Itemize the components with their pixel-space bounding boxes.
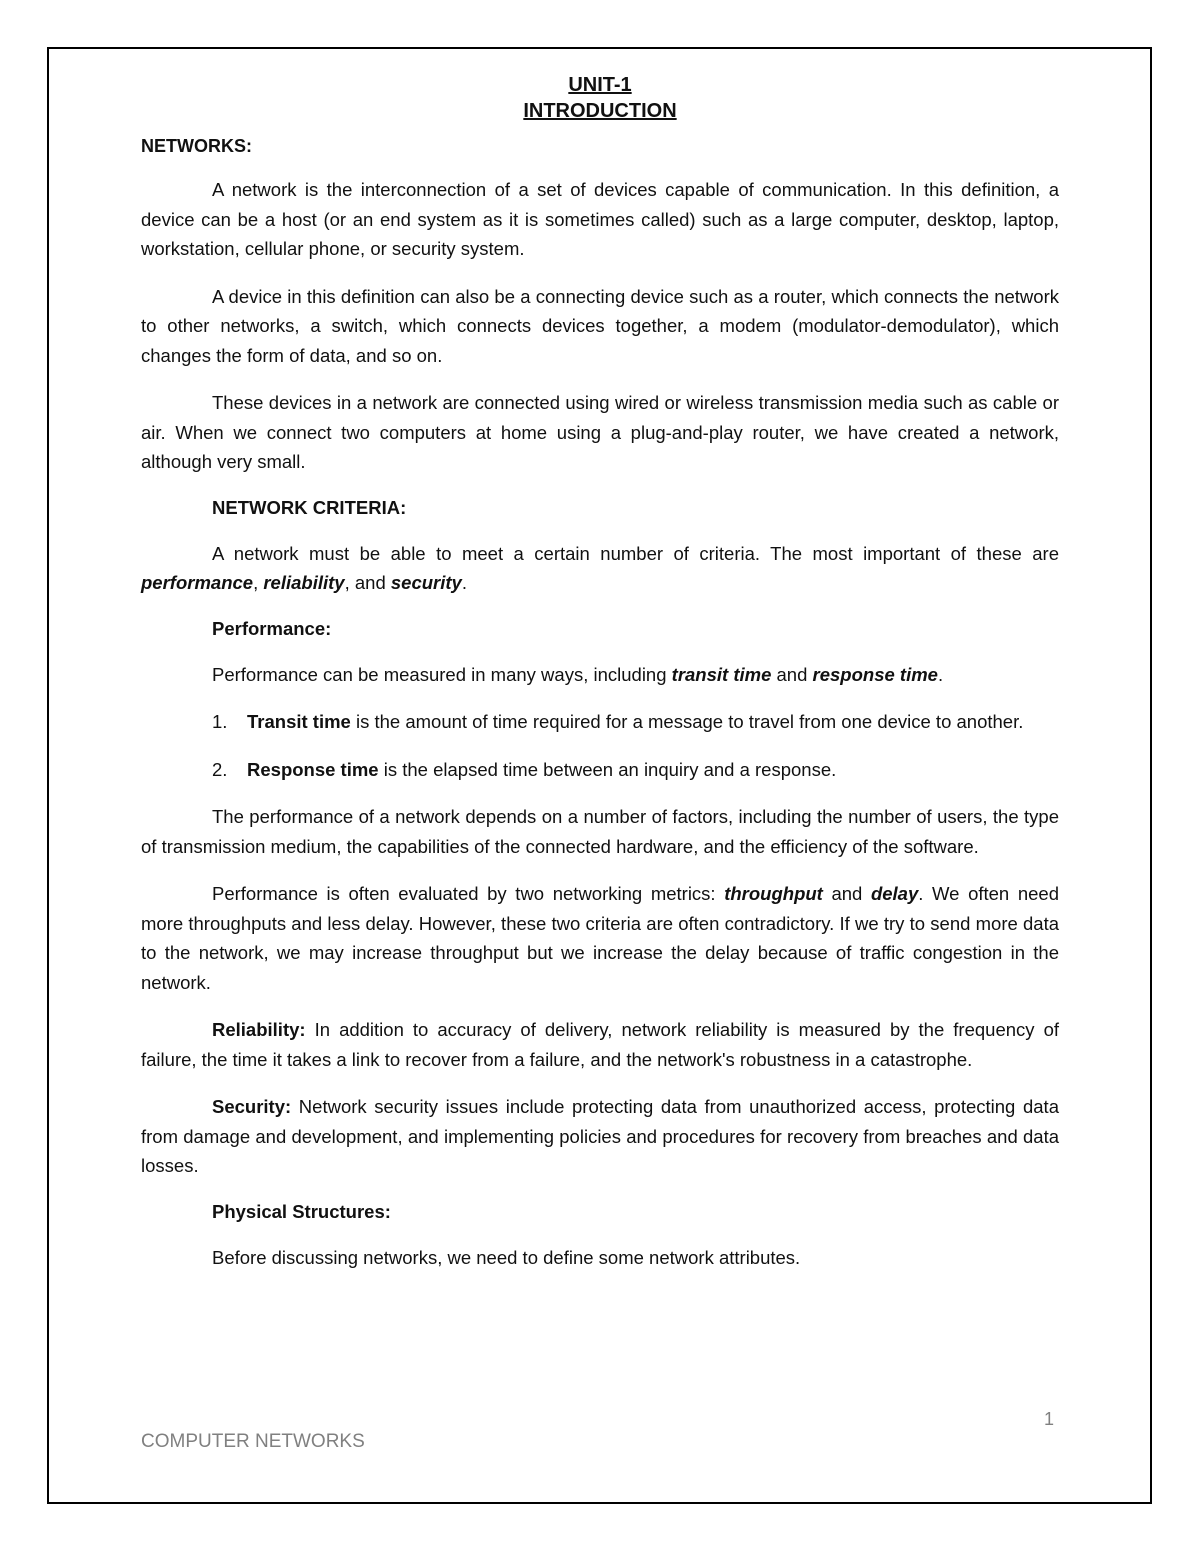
performance-intro xyxy=(141,660,1059,690)
physical-structures-paragraph: Before discussing networks, we need to define some network attributes. xyxy=(212,1246,801,1268)
list-term: Response time xyxy=(247,758,379,780)
list-number: 1. xyxy=(212,711,228,732)
criteria-end: . xyxy=(461,572,467,593)
performance-intro-end: . xyxy=(937,663,944,685)
metrics-text-end: . We often need more throughputs and less delay. However, these two criteria are often contradictory. If we try to send more data to the network, we may increase throughput but we increase the delay because of traffic congestion in the network. xyxy=(141,883,1059,993)
page-number: 1 xyxy=(1044,1409,1055,1429)
security-label: Security: xyxy=(212,1096,292,1117)
unit-title: UNIT-1 xyxy=(568,74,632,96)
networks-paragraph-1: A network is the interconnection of a set of devices capable of communication. In this definition, a device can be a host (or an end system as it is sometimes called) such as a large computer, desktop, laptop, workstation, cellular phone, or security system. xyxy=(141,179,1059,259)
networks-paragraph-2: A device in this definition can also be a connecting device such as a router, which connects the network to other networks, a switch, which connects devices together, a modem (modulator-demodulator), which changes the form of data, and so on. xyxy=(141,285,1059,366)
reliability-paragraph xyxy=(141,1015,1059,1074)
metrics-text: Performance is often evaluated by two networking metrics: xyxy=(212,883,725,904)
page-title: INTRODUCTION xyxy=(523,100,677,122)
term-transit-time: transit time xyxy=(671,663,772,685)
networks-paragraph-3: These devices in a network are connected using wired or wireless transmission media such as cable or air. When we connect two computers at home using a plug-and-play router, we have created a network, although very small. xyxy=(141,392,1059,472)
reliability-label: Reliability: xyxy=(212,1019,306,1040)
term-security: security xyxy=(390,572,462,593)
network-criteria-heading: NETWORK CRITERIA: xyxy=(212,496,407,518)
term-reliability: reliability xyxy=(263,572,345,593)
networks-heading: NETWORKS: xyxy=(141,136,252,156)
performance-list xyxy=(141,707,1059,784)
term-response-time: response time xyxy=(812,663,938,685)
performance-intro-and: and xyxy=(771,663,813,685)
performance-metrics-paragraph xyxy=(141,879,1059,997)
performance-factors-paragraph: The performance of a network depends on a number of factors, including the number of users, the type of transmission medium, the capabilities of the connected hardware, and the efficiency of the software. xyxy=(141,806,1059,857)
security-text: Network security issues include protecting data from unauthorized access, protecting data from damage and development, and implementing policies and procedures for recovery from breaches and data losses. xyxy=(141,1096,1059,1176)
security-paragraph xyxy=(141,1092,1059,1181)
list-number: 2. xyxy=(212,758,228,780)
metrics-and: and xyxy=(822,883,871,904)
performance-intro-text: Performance can be measured in many ways, including xyxy=(212,663,672,685)
criteria-text: A network must be able to meet a certain number of criteria. The most important of these are xyxy=(212,542,1059,564)
list-text: is the elapsed time between an inquiry and a response. xyxy=(378,758,837,780)
criteria-separator: , xyxy=(253,572,264,593)
list-item xyxy=(141,755,1059,785)
physical-structures-heading: Physical Structures: xyxy=(212,1200,391,1222)
footer-title: COMPUTER NETWORKS xyxy=(141,1431,365,1452)
list-term: Transit time xyxy=(247,711,351,732)
list-text: is the amount of time required for a message to travel from one device to another. xyxy=(350,711,1024,732)
document-body xyxy=(141,72,1059,1272)
criteria-separator: , and xyxy=(344,572,391,593)
list-item xyxy=(141,707,1059,737)
term-delay: delay xyxy=(870,883,919,904)
term-performance: performance xyxy=(141,572,254,593)
performance-heading: Performance: xyxy=(212,617,332,639)
criteria-paragraph xyxy=(141,539,1059,598)
term-throughput: throughput xyxy=(724,883,823,904)
reliability-text: In addition to accuracy of delivery, network reliability is measured by the frequency of failure, the time it takes a link to recover from a failure, and the network's robustness in a catastrophe. xyxy=(141,1019,1059,1070)
